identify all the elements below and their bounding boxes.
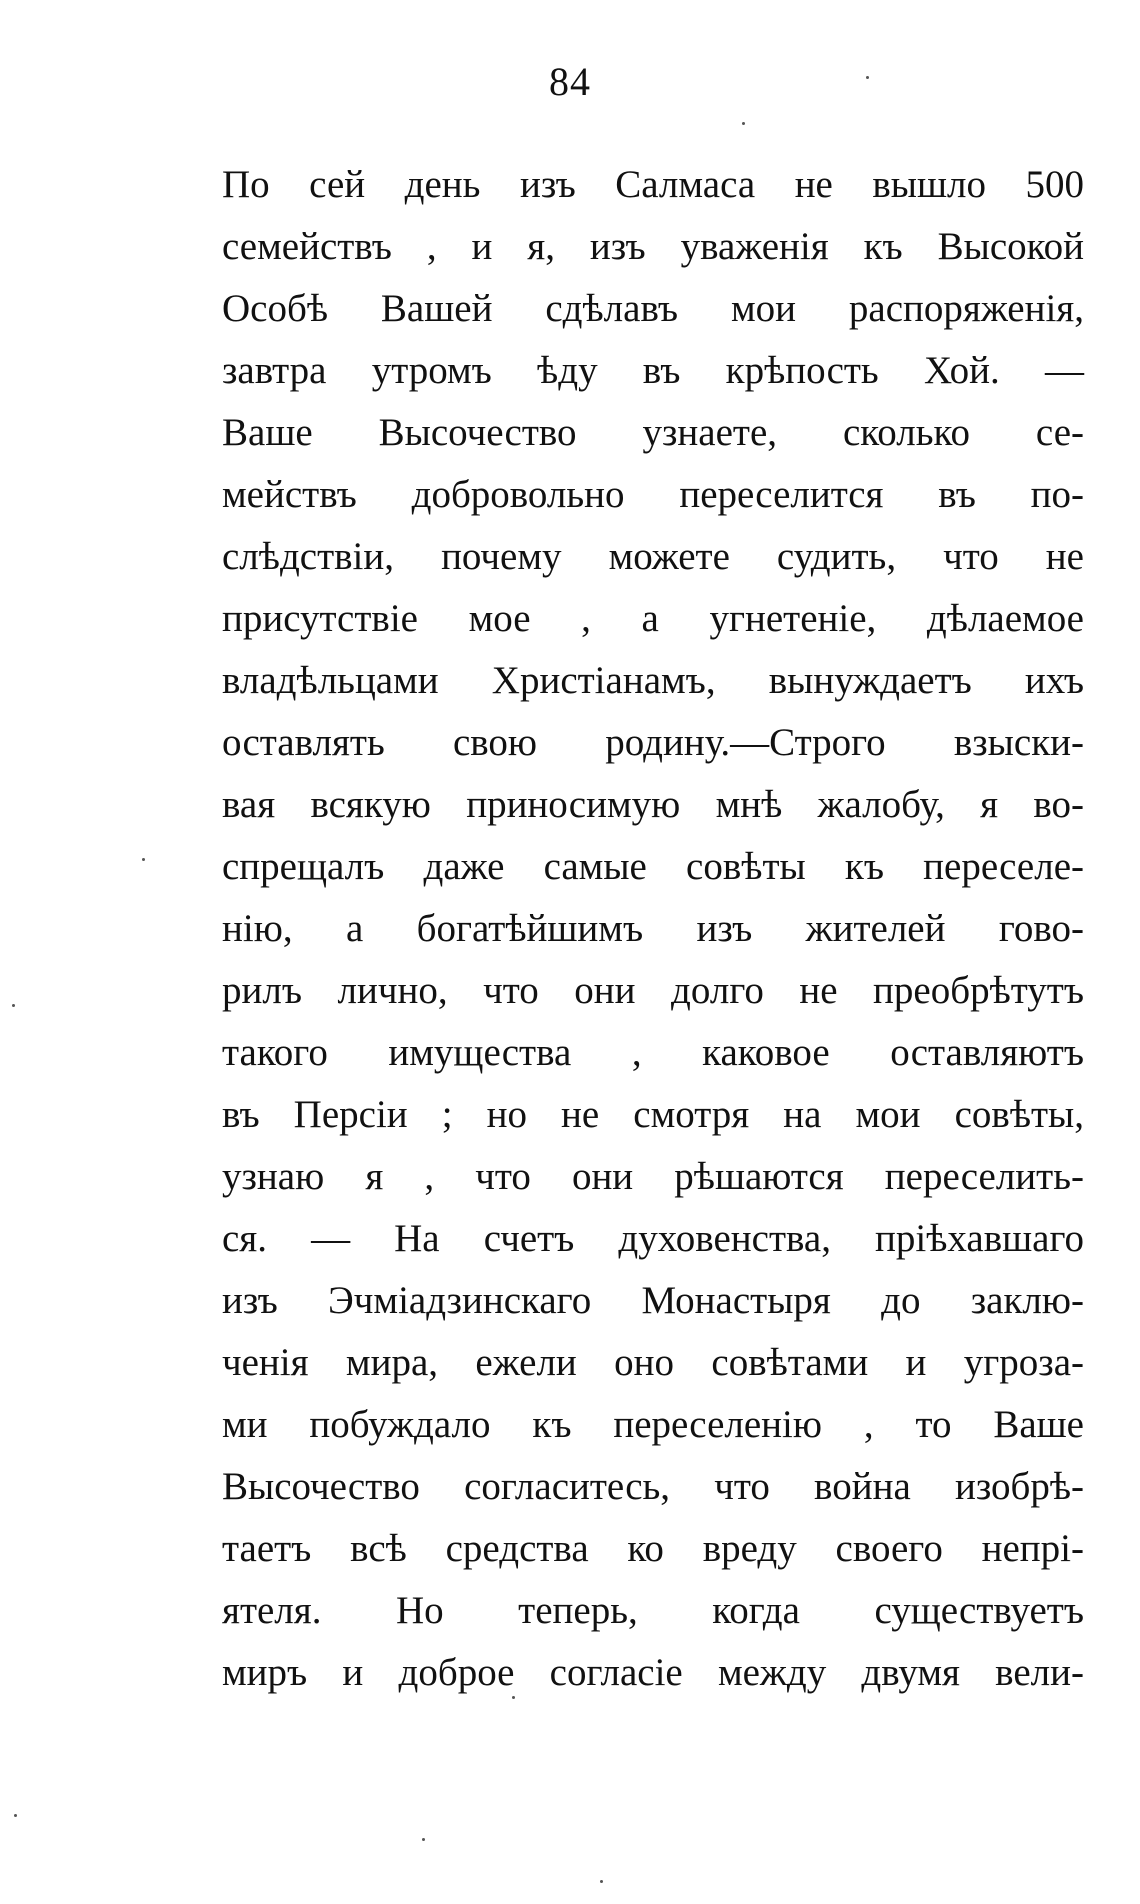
- text-line: По сей день изъ Салмаса не вышло 500: [222, 163, 1084, 206]
- body-text: [222, 154, 1084, 1704]
- text-line: Ваше Высочество узнаете, сколько се-: [222, 411, 1084, 454]
- text-line: миръ и доброе согласіе между двумя вели-: [222, 1651, 1084, 1694]
- scan-speck: [512, 1696, 515, 1699]
- text-line: ятеля. Но теперь, когда существуетъ: [222, 1589, 1084, 1632]
- text-line: нію, а богатѣйшимъ изъ жителей гово-: [222, 907, 1084, 950]
- scan-speck: [422, 1838, 425, 1841]
- text-line: Особѣ Вашей сдѣлавъ мои распоряженія,: [222, 287, 1084, 330]
- text-line: присутствіе мое , а угнетеніе, дѣлаемое: [222, 597, 1084, 640]
- text-line: семействъ , и я, изъ уваженія къ Высокой: [222, 225, 1084, 268]
- text-line: ми побуждало къ переселенію , то Ваше: [222, 1403, 1084, 1446]
- scan-speck: [14, 1814, 17, 1817]
- text-line: вая всякую приносимую мнѣ жалобу, я во-: [222, 783, 1084, 826]
- scan-speck: [866, 76, 869, 79]
- text-line: Высочество согласитесь, что война изобрѣ-: [222, 1465, 1084, 1508]
- scan-speck: [142, 858, 145, 861]
- text-line: такого имущества , каковое оставляютъ: [222, 1031, 1084, 1074]
- scan-speck: [12, 1004, 15, 1007]
- scan-speck: [742, 122, 745, 125]
- text-line: таетъ всѣ средства ко вреду своего непрі-: [222, 1527, 1084, 1570]
- text-line: владѣльцами Христіанамъ, вынуждаетъ ихъ: [222, 659, 1084, 702]
- text-line: въ Персіи ; но не смотря на мои совѣты,: [222, 1093, 1084, 1136]
- text-line: оставлять свою родину.—Строго взыски-: [222, 721, 1084, 764]
- text-line: ченія мира, ежели оно совѣтами и угроза-: [222, 1341, 1084, 1384]
- text-line: мействъ добровольно переселится въ по-: [222, 473, 1084, 516]
- text-line: рилъ лично, что они долго не преобрѣтутъ: [222, 969, 1084, 1012]
- text-line: слѣдствіи, почему можете судить, что не: [222, 535, 1084, 578]
- text-line: завтра утромъ ѣду въ крѣпость Хой. —: [222, 349, 1084, 392]
- text-line: ся. — На счетъ духовенства, пріѣхавшаго: [222, 1217, 1084, 1260]
- text-line: спрещалъ даже самые совѣты къ переселе-: [222, 845, 1084, 888]
- page-number: 84: [549, 59, 591, 104]
- scan-speck: [600, 1880, 603, 1883]
- text-line: узнаю я , что они рѣшаются переселить-: [222, 1155, 1084, 1198]
- text-line: изъ Эчміадзинскаго Монастыря до заклю-: [222, 1279, 1084, 1322]
